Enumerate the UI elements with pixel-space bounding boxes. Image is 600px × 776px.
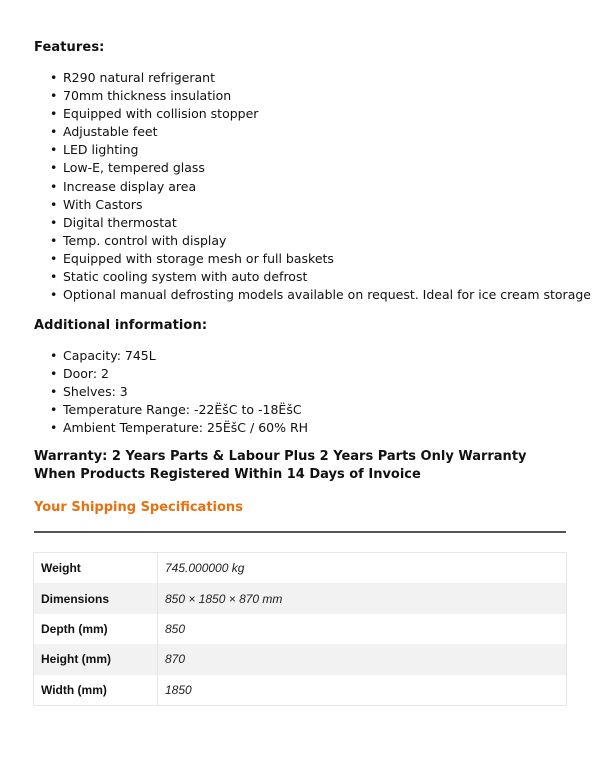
divider [34, 531, 566, 533]
feature-text: With Castors [63, 196, 143, 212]
info-text: Capacity: 745L [63, 348, 156, 363]
bullet-icon: • [50, 402, 58, 418]
spec-value: 1850 [165, 682, 192, 697]
list-item [50, 347, 308, 365]
list-item [50, 123, 591, 141]
spec-label: Height (mm) [34, 644, 158, 674]
spec-value: 745.000000 kg [165, 561, 245, 576]
bullet-icon: • [50, 88, 58, 104]
feature-text: 70mm thickness insulation [63, 88, 232, 104]
bullet-icon: • [50, 214, 58, 230]
list-item [50, 196, 591, 214]
spec-label: Weight [34, 553, 158, 584]
bullet-icon: • [50, 366, 58, 382]
table-row [34, 644, 567, 674]
spec-value: 850 [165, 621, 186, 636]
spec-value: 850 × 1850 × 870 mm [158, 583, 567, 613]
bullet-icon: • [50, 287, 58, 303]
bullet-icon: • [50, 384, 58, 400]
features-list [50, 69, 591, 304]
spec-label: Depth (mm) [34, 614, 158, 644]
shipping-specs-table [33, 552, 567, 706]
list-item [50, 232, 591, 250]
features-heading: Features: [34, 40, 105, 55]
list-item [50, 268, 591, 286]
spec-label: Width (mm) [34, 675, 158, 706]
info-text: Door: 2 [63, 366, 109, 382]
bullet-icon: • [50, 420, 58, 436]
feature-text: R290 natural refrigerant [63, 70, 215, 85]
feature-text: Increase display area [63, 178, 197, 194]
feature-text: Static cooling system with auto defrost [63, 269, 308, 285]
table-row [34, 614, 567, 644]
table-row [34, 675, 567, 706]
bullet-icon: • [50, 178, 58, 194]
list-item [50, 178, 591, 196]
bullet-icon: • [50, 348, 58, 363]
feature-text: LED lighting [63, 142, 139, 158]
shipping-specs-heading: Your Shipping Specifications [34, 500, 243, 515]
list-item [50, 141, 591, 159]
bullet-icon: • [50, 70, 58, 85]
bullet-icon: • [50, 106, 58, 122]
list-item [50, 159, 591, 177]
bullet-icon: • [50, 142, 58, 158]
list-item [50, 214, 591, 232]
info-text: Shelves: 3 [63, 384, 128, 400]
bullet-icon: • [50, 160, 58, 176]
bullet-icon: • [50, 124, 58, 140]
list-item [50, 250, 591, 268]
list-item [50, 69, 591, 87]
list-item [50, 286, 591, 304]
bullet-icon: • [50, 232, 58, 248]
feature-text: Optional manual defrosting models available on request. Ideal for ice cream storage [63, 287, 591, 303]
info-text: Temperature Range: -22ËšC to -18ËšC [63, 402, 302, 418]
additional-info-heading: Additional information: [34, 318, 208, 333]
feature-text: Equipped with collision stopper [63, 106, 259, 122]
list-item [50, 87, 591, 105]
list-item [50, 365, 308, 383]
list-item [50, 419, 308, 437]
spec-value: 870 [158, 644, 567, 674]
info-text: Ambient Temperature: 25ËšC / 60% RH [63, 420, 309, 436]
table-row [34, 553, 567, 584]
feature-text: Temp. control with display [63, 232, 227, 248]
bullet-icon: • [50, 269, 58, 285]
list-item [50, 401, 308, 419]
bullet-icon: • [50, 196, 58, 212]
spec-label: Dimensions [34, 583, 158, 613]
feature-text: Digital thermostat [63, 214, 177, 230]
additional-info-list [50, 347, 308, 437]
warranty-text: Warranty: 2 Years Parts & Labour Plus 2 Years Parts Only Warranty When Products Registered Within 14 Days of Invoice [34, 449, 527, 482]
feature-text: Low-E, tempered glass [63, 160, 205, 176]
table-row [34, 583, 567, 613]
feature-text: Equipped with storage mesh or full baskets [63, 250, 334, 266]
feature-text: Adjustable feet [63, 124, 158, 140]
bullet-icon: • [50, 250, 58, 266]
list-item [50, 105, 591, 123]
list-item [50, 383, 308, 401]
